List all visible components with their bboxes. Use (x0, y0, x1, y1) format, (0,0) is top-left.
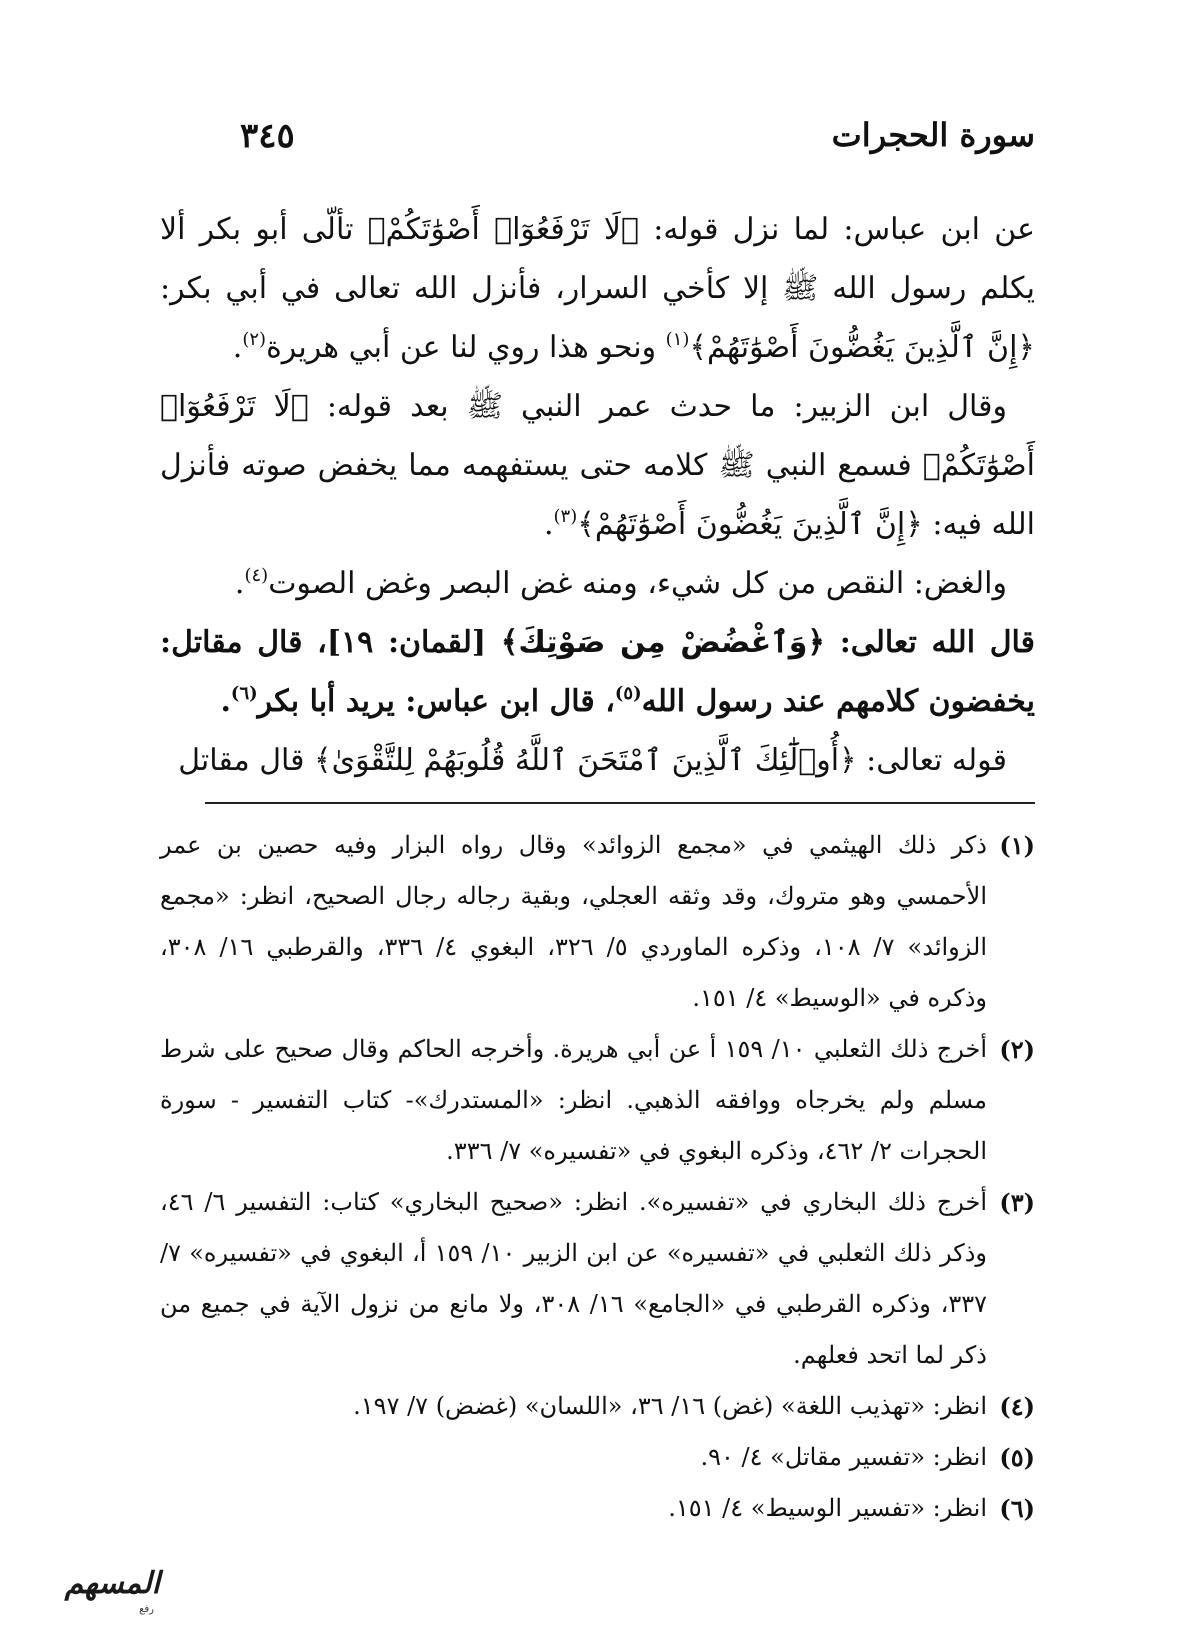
text-span: فسمع النبي ﷺ كلامه حتى يستفهمه مما يخفض صوته فأنزل الله فيه: (160, 448, 1035, 542)
footnote-1 (160, 820, 1035, 1024)
text-span: ، قال ابن عباس: يريد أبا بكر (257, 684, 615, 719)
quran-verse: ﴿إِنَّ ٱلَّذِينَ يَغُضُّونَ أَصْوَٰتَهُمْ﴾ (689, 330, 1035, 365)
footnote-ref-6[interactable]: (٦) (230, 683, 258, 704)
footnote-number: (٣) (999, 1188, 1035, 1217)
paragraph-4 (160, 613, 1035, 731)
main-text (160, 200, 1035, 790)
text-span: والغض: النقص من كل شيء، ومنه غض البصر وغض الصوت (268, 566, 1007, 601)
paragraph-3 (160, 554, 1035, 613)
footnote-ref-1[interactable]: (١) (665, 329, 690, 350)
footnote-text: انظر: «تفسير الوسيط» ٤/ ١٥١. (668, 1494, 987, 1522)
footnote-text: ذكر ذلك الهيثمي في «مجمع الزوائد» وقال رواه البزار وفيه حصين بن عمر الأحمسي وهو متروك، وقد وثقه العجلي، وبقية رجاله رجال الصحيح، انظر: «مجمع الزوائد» ٧/ ١٠٨، وذكره الماوردي ٥/ ٣٢٦، البغوي ٤/ ٣٣٦، والقرطبي ١٦/ ٣٠٨، وذكره في «الوسيط» ٤/ ١٥١. (160, 831, 987, 1012)
footnote-ref-3[interactable]: (٣) (553, 506, 578, 527)
footnotes (160, 820, 1035, 1534)
footnote-ref-5[interactable]: (٥) (614, 683, 642, 704)
logo-text: المسهم (64, 1566, 160, 1601)
footnote-text: انظر: «تفسير مقاتل» ٤/ ٩٠. (700, 1443, 987, 1471)
quran-verse: ﴿إِنَّ ٱلَّذِينَ يَغُضُّونَ أَصْوَٰتَهُمْ﴾ (577, 507, 923, 542)
footnote-text: أخرج ذلك الثعلبي ١٠/ ١٥٩ أ عن أبي هريرة. وأخرجه الحاكم وقال صحيح على شرط مسلم ولم يخرجاه ووافقه الذهبي. انظر: «المستدرك»- كتاب التفسير - سورة الحجرات ٢/ ٤٦٢، وذكره البغوي في «تفسيره» ٧/ ٣٣٦. (160, 1035, 987, 1165)
footnote-6 (160, 1483, 1035, 1534)
text-span: قال الله تعالى: (825, 625, 1035, 660)
footnote-number: (٦) (999, 1494, 1035, 1523)
text-span: [لقمان: ١٩]، قال مقاتل: يخفضون كلامهم عند رسول الله (160, 625, 1035, 719)
text-span: تألّى أبو بكر ألا يكلم رسول الله ﷺ إلا كأخي السرار، فأنزل الله تعالى في أبي بكر: (160, 212, 1035, 306)
footnote-ref-4[interactable]: (٤) (244, 565, 269, 586)
text-span: قال مقاتل (178, 743, 315, 778)
surah-title: سورة الحجرات (831, 116, 1035, 154)
footnote-divider (205, 802, 1035, 804)
footnote-text: انظر: «تهذيب اللغة» (غض) ١٦/ ٣٦، «اللسان» (غضض) ٧/ ١٩٧. (353, 1392, 987, 1420)
paragraph-2 (160, 377, 1035, 554)
page-header (160, 116, 1035, 176)
footnote-ref-2[interactable]: (٢) (242, 329, 267, 350)
text-span: . (220, 684, 231, 719)
quran-verse: ﴿أُو۟لَٰٓئِكَ ٱلَّذِينَ ٱمْتَحَنَ ٱللَّهُ قُلُوبَهُمْ لِلتَّقْوَىٰ﴾ (314, 743, 857, 778)
text-span: . (234, 566, 245, 601)
footnote-number: (٥) (999, 1443, 1035, 1472)
paragraph-5 (160, 731, 1035, 790)
text-span: وقال ابن الزبير: ما حدث عمر النبي ﷺ بعد قوله: (308, 389, 1007, 424)
footnote-number: (٤) (999, 1392, 1035, 1421)
footnote-number: (١) (999, 831, 1035, 860)
quran-verse: ﴿لَا تَرْفَعُوٓا۟ أَصْوَٰتَكُمْ﴾ (367, 212, 639, 247)
footnote-5 (160, 1432, 1035, 1483)
paragraph-1 (160, 200, 1035, 377)
page-number: ٣٤٥ (240, 116, 295, 156)
publisher-logo (18, 1560, 168, 1630)
quran-verse: ﴿لَا تَرْفَعُوٓا۟ أَصْوَٰتَكُمْ﴾ (160, 389, 1035, 483)
quran-verse: ﴿وَٱغْضُضْ مِن صَوْتِكَ﴾ (500, 625, 826, 660)
footnote-text: أخرج ذلك البخاري في «تفسيره». انظر: «صحيح البخاري» كتاب: التفسير ٦/ ٤٦، وذكر ذلك الثعلبي في «تفسيره» عن ابن الزبير ١٠/ ١٥٩ أ، البغوي في «تفسيره» ٧/ ٣٣٧، وذكره القرطبي في «الجامع» ١٦/ ٣٠٨، ولا مانع من نزول الآية في جميع من ذكر لما اتحد فعلهم. (160, 1188, 988, 1369)
logo-subtext: رفع (139, 1604, 154, 1615)
footnote-3 (160, 1177, 1035, 1381)
footnote-number: (٢) (999, 1035, 1035, 1064)
text-span: . (232, 330, 243, 365)
footnote-4 (160, 1381, 1035, 1432)
text-span: . (543, 507, 554, 542)
footnote-2 (160, 1024, 1035, 1177)
text-span: عن ابن عباس: لما نزل قوله: (639, 212, 1035, 247)
text-span: قوله تعالى: (856, 743, 1007, 778)
text-span: ونحو هذا روي لنا عن أبي هريرة (266, 330, 666, 365)
